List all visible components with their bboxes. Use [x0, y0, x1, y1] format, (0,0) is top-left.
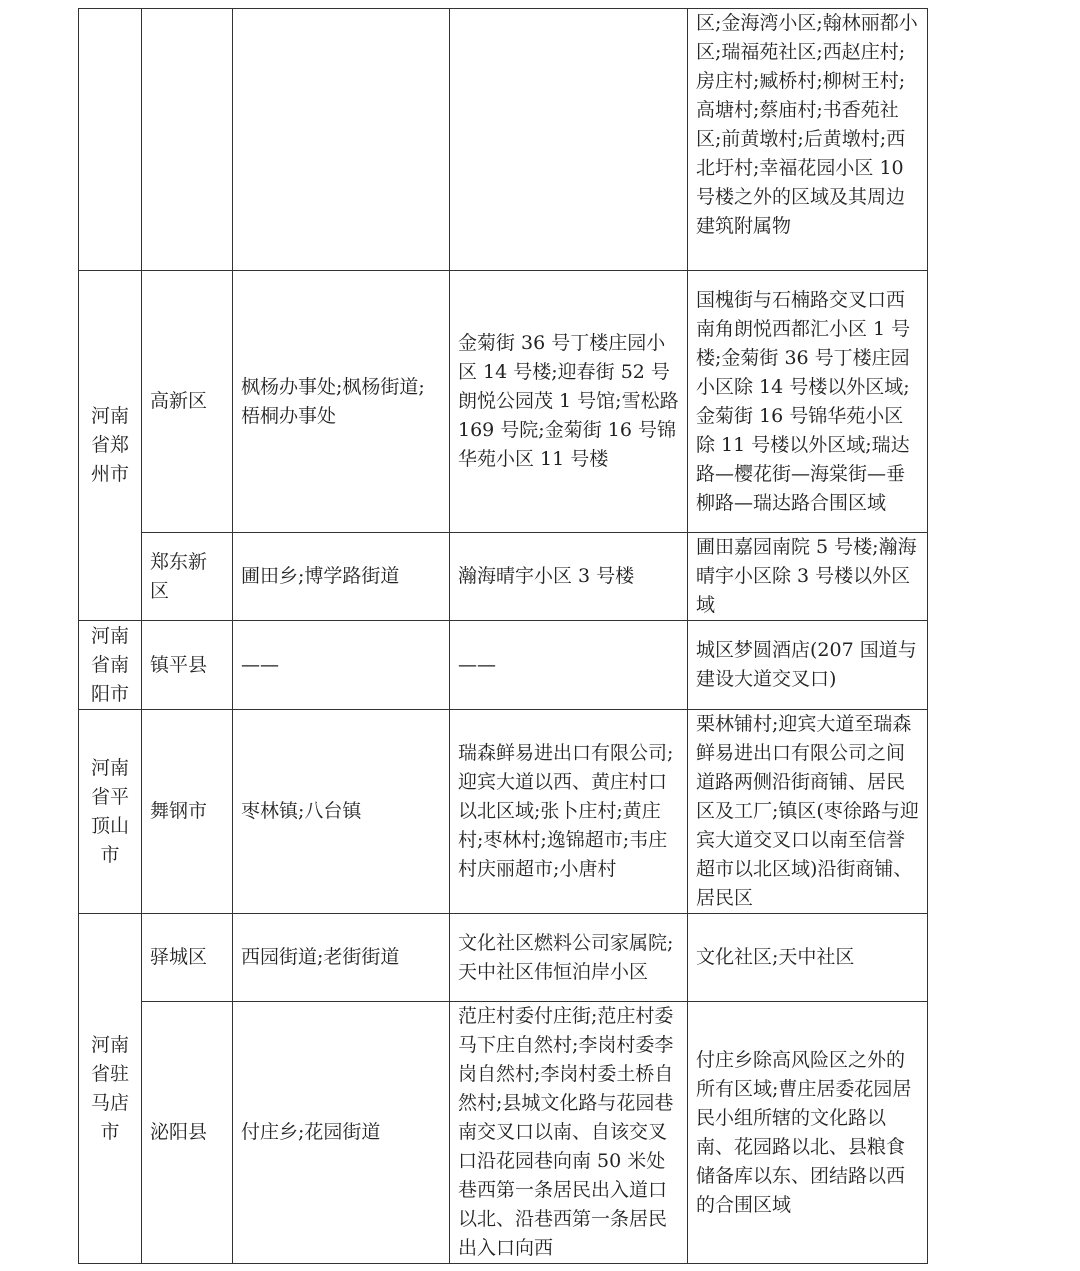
province-cell — [79, 9, 142, 271]
district-cell: 郑东新区 — [142, 533, 233, 621]
low-risk-cell: 区;金海湾小区;翰林丽都小区;瑞福苑社区;西赵庄村;房庄村;臧桥村;柳树王村;高塘村;蔡庙村;书香苑社区;前黄墩村;后黄墩村;西北圩村;幸福花园小区 10 号楼之外的区域及其周边建筑附属物 — [688, 9, 928, 271]
district-cell — [142, 9, 233, 271]
streets-cell: 枫杨办事处;枫杨街道;梧桐办事处 — [233, 271, 450, 533]
province-cell: 河南省驻马店市 — [79, 914, 142, 1264]
streets-cell: 西园街道;老街街道 — [233, 914, 450, 1002]
streets-cell: 枣林镇;八台镇 — [233, 710, 450, 914]
province-cell: 河南省平顶山市 — [79, 710, 142, 914]
low-risk-cell: 城区梦圆酒店(207 国道与建设大道交叉口) — [688, 621, 928, 710]
district-cell: 驿城区 — [142, 914, 233, 1002]
table-row — [79, 9, 928, 271]
high-risk-cell: 金菊街 36 号丁楼庄园小区 14 号楼;迎春街 52 号朗悦公园茂 1 号馆;雪松路 169 号院;金菊街 16 号锦华苑小区 11 号楼 — [450, 271, 688, 533]
low-risk-cell: 栗林铺村;迎宾大道至瑞森鲜易进出口有限公司之间道路两侧沿街商铺、居民区及工厂;镇区(枣徐路与迎宾大道交叉口以南至信誉超市以北区域)沿街商铺、居民区 — [688, 710, 928, 914]
streets-cell: 付庄乡;花园街道 — [233, 1002, 450, 1264]
low-risk-cell: 圃田嘉园南院 5 号楼;瀚海晴宇小区除 3 号楼以外区域 — [688, 533, 928, 621]
table-row — [79, 621, 928, 710]
low-risk-cell: 付庄乡除高风险区之外的所有区域;曹庄居委花园居民小组所辖的文化路以南、花园路以北、县粮食储备库以东、团结路以西的合围区域 — [688, 1002, 928, 1264]
high-risk-cell: 瀚海晴宇小区 3 号楼 — [450, 533, 688, 621]
table-row — [79, 914, 928, 1002]
table-row — [79, 1002, 928, 1264]
streets-cell: —— — [233, 621, 450, 710]
high-risk-cell: —— — [450, 621, 688, 710]
high-risk-cell: 瑞森鲜易进出口有限公司;迎宾大道以西、黄庄村口以北区域;张卜庄村;黄庄村;枣林村;逸锦超市;韦庄村庆丽超市;小唐村 — [450, 710, 688, 914]
streets-cell: 圃田乡;博学路街道 — [233, 533, 450, 621]
high-risk-cell: 文化社区燃料公司家属院;天中社区伟恒泊岸小区 — [450, 914, 688, 1002]
district-cell: 舞钢市 — [142, 710, 233, 914]
low-risk-cell: 国槐街与石楠路交叉口西南角朗悦西都汇小区 1 号楼;金菊街 36 号丁楼庄园小区除 14 号楼以外区域;金菊街 16 号锦华苑小区除 11 号楼以外区域;瑞达路—樱花街—海棠街—垂柳路—瑞达路合围区域 — [688, 271, 928, 533]
high-risk-cell: 范庄村委付庄街;范庄村委马下庄自然村;李岗村委李岗自然村;李岗村委土桥自然村;县城文化路与花园巷南交叉口以南、自该交叉口沿花园巷向南 50 米处巷西第一条居民出入道口以北、沿巷西第一条居民出入口向西 — [450, 1002, 688, 1264]
district-cell: 泌阳县 — [142, 1002, 233, 1264]
province-cell: 河南省南阳市 — [79, 621, 142, 710]
high-risk-cell — [450, 9, 688, 271]
table-row — [79, 533, 928, 621]
district-cell: 镇平县 — [142, 621, 233, 710]
province-cell: 河南省郑州市 — [79, 271, 142, 621]
risk-area-table — [78, 8, 928, 1264]
table-row — [79, 271, 928, 533]
streets-cell — [233, 9, 450, 271]
low-risk-cell: 文化社区;天中社区 — [688, 914, 928, 1002]
table-row — [79, 710, 928, 914]
district-cell: 高新区 — [142, 271, 233, 533]
